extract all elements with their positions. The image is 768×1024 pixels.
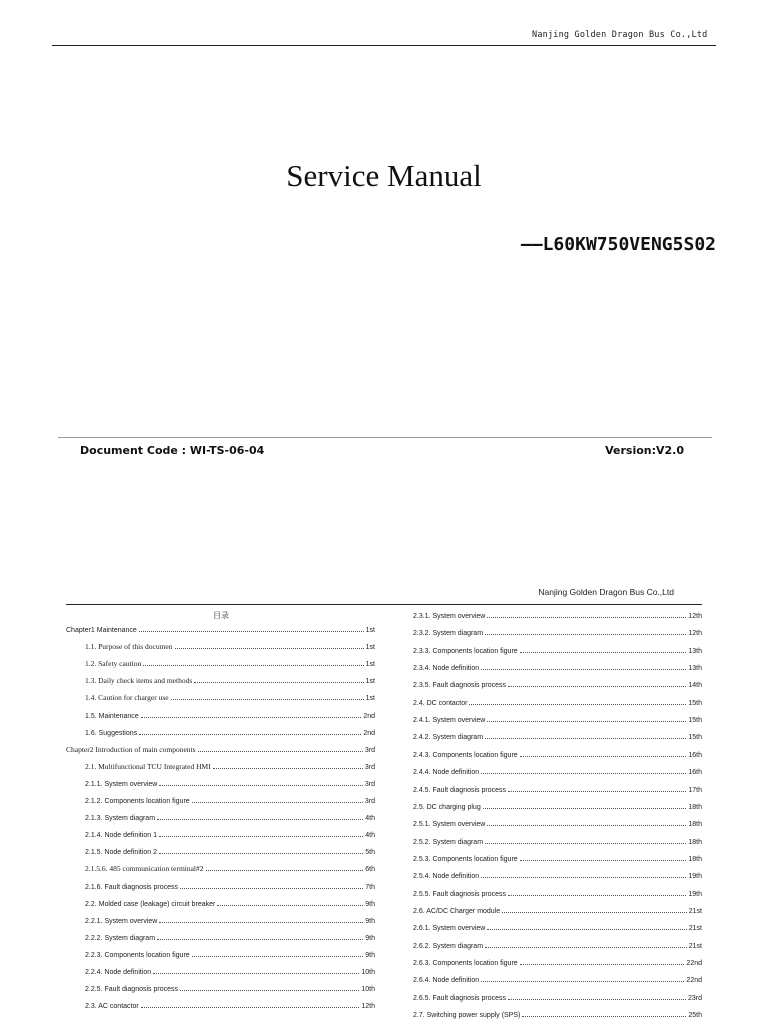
toc-entry[interactable] xyxy=(413,698,702,708)
toc-entry-page: 2nd xyxy=(363,729,375,737)
toc-entry-page: 3rd xyxy=(364,746,375,754)
toc-entry[interactable] xyxy=(413,663,702,673)
toc-entry[interactable] xyxy=(413,715,702,725)
toc-leader-dots xyxy=(159,779,363,786)
toc-leader-dots xyxy=(159,847,363,854)
toc-entry[interactable] xyxy=(413,958,702,968)
toc-leader-dots xyxy=(508,680,686,687)
toc-entry-label: 2.1.6. Fault diagnosis process xyxy=(85,883,178,891)
toc-entry-page: 18th xyxy=(688,838,702,846)
toc-entry[interactable] xyxy=(85,711,375,721)
document-title: Service Manual xyxy=(286,158,482,193)
toc-entry-page: 21st xyxy=(688,942,702,950)
toc-entry-page: 9th xyxy=(365,900,375,908)
toc-entry-label: 2.2.3. Components location figure xyxy=(85,951,190,959)
toc-leader-dots xyxy=(508,993,686,1000)
toc-leader-dots xyxy=(485,941,687,948)
toc-leader-dots xyxy=(469,698,686,705)
toc-entry[interactable] xyxy=(85,847,375,857)
toc-leader-dots xyxy=(180,984,359,991)
toc-entry-label: 2.6.5. Fault diagnosis process xyxy=(413,994,506,1002)
toc-leader-dots xyxy=(485,837,686,844)
footer-rule xyxy=(58,437,712,438)
toc-entry-page: 15th xyxy=(688,699,702,707)
toc-entry[interactable] xyxy=(413,889,702,899)
toc-entry-label: 2.1.4. Node definition 1 xyxy=(85,832,157,840)
toc-leader-dots xyxy=(481,663,686,670)
toc-entry-label: 1.3. Daily check items and methods xyxy=(85,676,193,686)
toc-heading: 目录 xyxy=(213,611,229,620)
toc-entry-label: 2.1.3. System diagram xyxy=(85,815,156,823)
toc-entry-label: 1.5. Maintenance xyxy=(85,712,139,720)
document-code: Document Code : WI-TS-06-04 xyxy=(80,444,265,457)
toc-entry-label: 2.3.3. Components location figure xyxy=(413,647,518,655)
toc-entry[interactable] xyxy=(413,646,702,656)
toc-entry-page: 16th xyxy=(688,751,702,759)
toc-entry-label: 2.5.2. System diagram xyxy=(413,838,484,846)
toc-leader-dots xyxy=(217,899,363,906)
toc-leader-dots xyxy=(522,1010,686,1017)
toc-leader-dots xyxy=(508,785,686,792)
toc-entry[interactable] xyxy=(85,779,375,789)
toc-leader-dots xyxy=(153,967,359,974)
toc-entry[interactable] xyxy=(85,1001,375,1011)
toc-entry-label: 2.4.2. System diagram xyxy=(413,734,484,742)
toc-entry-label: 2.3. AC contactor xyxy=(85,1003,139,1011)
toc-entry-label: 2.2. Molded case (leakage) circuit breaker xyxy=(85,900,216,908)
toc-entry-page: 4th xyxy=(365,832,375,840)
toc-entry-label: 2.1.5.6. 485 communication terminal#2 xyxy=(85,864,204,874)
toc-entry-label: 2.7. Switching power supply (SPS) xyxy=(413,1012,521,1020)
toc-entry-label: 2.3.4. Node definition xyxy=(413,665,480,673)
toc-entry-label: 2.2.1. System overview xyxy=(85,917,158,925)
toc-leader-dots xyxy=(520,854,687,861)
toc-entry-page: 19th xyxy=(688,890,702,898)
toc-entry-page: 12th xyxy=(688,613,702,620)
toc-entry-label: 2.3.5. Fault diagnosis process xyxy=(413,682,506,690)
toc-leader-dots xyxy=(481,975,684,982)
toc-entry[interactable] xyxy=(85,984,375,994)
toc-entry-page: 3rd xyxy=(364,780,375,788)
toc-entry-label: 2.1.2. Components location figure xyxy=(85,798,190,805)
toc-leader-dots xyxy=(485,732,686,739)
toc-entry-page: 22nd xyxy=(686,960,702,967)
toc-entry-label: 2.3.1. System overview xyxy=(413,613,486,620)
toc-entry[interactable] xyxy=(66,745,375,755)
toc-entry-label: 2.1.5. Node definition 2 xyxy=(85,849,157,857)
toc-entry-page: 1st xyxy=(365,695,375,703)
toc-leader-dots xyxy=(487,819,686,826)
toc-leader-dots xyxy=(206,864,364,871)
toc-entry[interactable] xyxy=(413,941,702,951)
toc-entry[interactable] xyxy=(85,659,375,669)
toc-entry-label: 2.4.4. Node definition xyxy=(413,769,480,777)
toc-entry-label: 2.2.2. System diagram xyxy=(85,934,156,942)
toc-entry[interactable] xyxy=(413,680,702,690)
toc-entry-page: 9th xyxy=(365,917,375,925)
toc-leader-dots xyxy=(192,796,363,803)
toc-entry-page: 1st xyxy=(365,627,375,634)
toc-entry-label: 2.6.2. System diagram xyxy=(413,942,484,950)
toc-leader-dots xyxy=(520,646,687,653)
toc-leader-dots xyxy=(143,659,363,666)
toc-entry-page: 10th xyxy=(361,969,375,976)
toc-entry-label: 2.4.3. Components location figure xyxy=(413,751,518,759)
version-label: Version:V2.0 xyxy=(605,444,684,457)
toc-entry-page: 14th xyxy=(688,682,702,690)
toc-entry-page: 5th xyxy=(365,849,375,857)
toc-entry-page: 12th xyxy=(688,630,702,638)
toc-entry-label: 2.5.5. Fault diagnosis process xyxy=(413,890,506,898)
toc-leader-dots xyxy=(141,711,362,718)
toc-entry-page: 25th xyxy=(688,1012,702,1020)
toc-entry[interactable] xyxy=(413,611,702,621)
toc-entry[interactable] xyxy=(85,916,375,926)
toc-leader-dots xyxy=(483,802,687,809)
toc-entry-page: 22nd xyxy=(686,977,702,985)
toc-leader-dots xyxy=(194,676,363,683)
toc-entry[interactable] xyxy=(85,762,375,772)
toc-leader-dots xyxy=(485,628,686,635)
toc-entry-page: 13th xyxy=(688,665,702,673)
toc-entry[interactable] xyxy=(85,796,375,806)
toc-leader-dots xyxy=(487,923,686,930)
toc-entry-page: 7th xyxy=(365,883,375,891)
toc-leader-dots xyxy=(159,830,363,837)
toc-entry-page: 18th xyxy=(688,855,702,863)
toc-entry-label: 2.4.1. System overview xyxy=(413,717,486,725)
toc-leader-dots xyxy=(157,933,363,940)
toc-entry[interactable] xyxy=(413,732,702,742)
toc-entry-label: 2.3.2. System diagram xyxy=(413,630,484,638)
toc-leader-dots xyxy=(141,1001,360,1008)
toc-entry-label: 2.6.4. Node definition xyxy=(413,977,480,985)
toc-entry-page: 19th xyxy=(688,873,702,881)
toc-leader-dots xyxy=(487,611,686,618)
toc-entry[interactable] xyxy=(85,813,375,823)
toc-entry[interactable] xyxy=(413,1010,702,1020)
toc-entry-label: 2.5. DC charging plug xyxy=(413,803,481,811)
toc-entry-label: 1.6. Suggestions xyxy=(85,729,138,737)
toc-entry-page: 9th xyxy=(365,951,375,959)
toc-entry-page: 2nd xyxy=(363,712,375,720)
toc-entry-page: 1st xyxy=(365,644,375,652)
toc-entry-label: 2.4.5. Fault diagnosis process xyxy=(413,786,506,794)
toc-entry-label: 2.6.1. System overview xyxy=(413,925,486,933)
toc-entry-page: 3rd xyxy=(364,763,375,771)
toc-entry-page: 21st xyxy=(688,925,702,933)
toc-entry-page: 17th xyxy=(688,786,702,794)
toc-entry-label: 2.6. AC/DC Charger module xyxy=(413,907,501,915)
toc-entry[interactable] xyxy=(85,950,375,960)
toc-leader-dots xyxy=(171,693,364,700)
toc-entry-label: 2.2.4. Node definition xyxy=(85,969,152,976)
toc-leader-dots xyxy=(180,882,363,889)
header-rule xyxy=(52,45,716,46)
toc-entry[interactable] xyxy=(66,625,375,635)
toc-entry-label: 2.5.4. Node definition xyxy=(413,873,480,881)
toc-entry[interactable] xyxy=(85,967,375,977)
toc-entry[interactable] xyxy=(413,628,702,638)
toc-entry-label: 2.4. DC contactor xyxy=(413,699,468,707)
toc-entry[interactable] xyxy=(85,933,375,943)
toc-leader-dots xyxy=(481,767,686,774)
toc-header-company: Nanjing Golden Dragon Bus Co.,Ltd xyxy=(538,587,674,597)
toc-leader-dots xyxy=(198,745,363,752)
toc-leader-dots xyxy=(487,715,686,722)
toc-header-rule xyxy=(66,604,702,605)
toc-entry[interactable] xyxy=(85,830,375,840)
toc-entry-page: 12th xyxy=(361,1003,375,1011)
toc-leader-dots xyxy=(159,916,363,923)
toc-entry-label: 2.5.3. Components location figure xyxy=(413,855,518,863)
toc-entry-page: 1st xyxy=(365,661,375,669)
toc-entry[interactable] xyxy=(85,642,375,652)
toc-entry[interactable] xyxy=(413,906,702,916)
toc-entry[interactable] xyxy=(413,837,702,847)
toc-entry-label: 2.5.1. System overview xyxy=(413,821,486,829)
toc-entry-page: 21st xyxy=(688,907,702,915)
toc-entry-page: 23rd xyxy=(687,994,702,1002)
toc-entry-page: 3rd xyxy=(364,798,375,805)
toc-entry[interactable] xyxy=(413,993,702,1003)
toc-leader-dots xyxy=(508,889,686,896)
toc-entry-page: 18th xyxy=(688,803,702,811)
toc-entry-label: 1.4. Caution for charger use xyxy=(85,693,169,703)
toc-entry[interactable] xyxy=(85,882,375,892)
toc-entry-page: 4th xyxy=(365,815,375,823)
toc-entry-label: 2.1.1. System overview xyxy=(85,780,158,788)
toc-entry-page: 9th xyxy=(365,934,375,942)
toc-entry-label: 2.6.3. Components location figure xyxy=(413,960,518,967)
toc-entry[interactable] xyxy=(413,923,702,933)
toc-entry[interactable] xyxy=(85,728,375,738)
toc-entry-label: 2.2.5. Fault diagnosis process xyxy=(85,986,178,994)
toc-leader-dots xyxy=(139,625,364,632)
toc-entry[interactable] xyxy=(85,864,375,874)
toc-entry[interactable] xyxy=(85,693,375,703)
toc-entry[interactable] xyxy=(413,750,702,760)
toc-leader-dots xyxy=(139,728,361,735)
toc-leader-dots xyxy=(192,950,364,957)
toc-entry[interactable] xyxy=(413,975,702,985)
toc-leader-dots xyxy=(481,871,686,878)
toc-entry-label: Chapter1 Maintenance xyxy=(66,627,137,634)
model-code: ——L60KW750VENG5S02 xyxy=(520,234,716,255)
toc-entry-page: 1st xyxy=(365,678,375,686)
toc-leader-dots xyxy=(502,906,687,913)
toc-entry-page: 15th xyxy=(688,734,702,742)
toc-entry[interactable] xyxy=(85,899,375,909)
toc-leader-dots xyxy=(520,958,685,965)
toc-entry-page: 10th xyxy=(361,986,375,994)
toc-entry[interactable] xyxy=(413,802,702,812)
toc-entry-page: 6th xyxy=(365,866,375,874)
toc-entry[interactable] xyxy=(413,819,702,829)
header-company: Nanjing Golden Dragon Bus Co.,Ltd xyxy=(532,30,708,40)
toc-entry[interactable] xyxy=(413,785,702,795)
toc-entry-label: 1.1. Purpose of this documen xyxy=(85,642,173,652)
toc-entry-label: 2.1. Multifunctional TCU Integrated HMI xyxy=(85,761,211,771)
toc-leader-dots xyxy=(520,750,687,757)
toc-entry-label: 1.2. Safety caution xyxy=(85,659,142,669)
toc-leader-dots xyxy=(213,762,363,769)
toc-entry[interactable] xyxy=(413,767,702,777)
toc-entry-page: 18th xyxy=(688,821,702,829)
toc-entry-page: 13th xyxy=(688,647,702,655)
toc-entry[interactable] xyxy=(413,871,702,881)
toc-entry[interactable] xyxy=(413,854,702,864)
toc-leader-dots xyxy=(175,642,364,649)
toc-entry[interactable] xyxy=(85,676,375,686)
toc-entry-page: 15th xyxy=(688,717,702,725)
toc-leader-dots xyxy=(157,813,363,820)
toc-entry-label: Chapter2 Introduction of main components xyxy=(66,744,196,754)
toc-entry-page: 16th xyxy=(688,769,702,777)
